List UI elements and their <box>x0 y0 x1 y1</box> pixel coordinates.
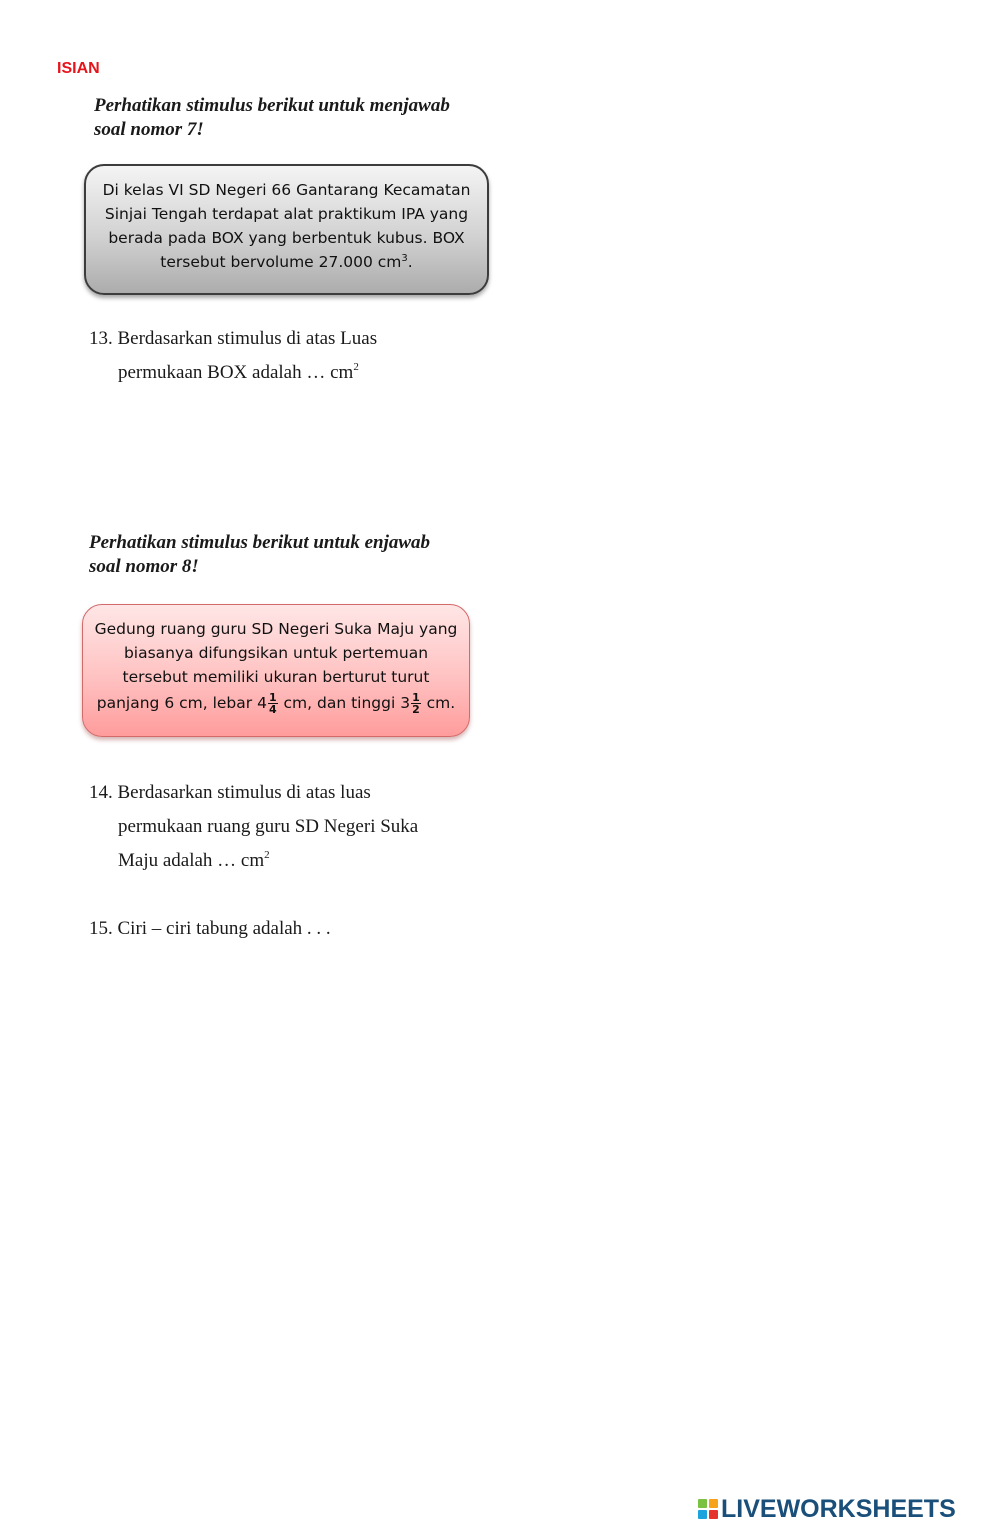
fraction-one-quarter <box>268 692 278 715</box>
stimulus-line: biasanya difungsikan untuk pertemuan <box>123 644 429 662</box>
question-14-line1: 14. Berdasarkan stimulus di atas luas <box>89 782 371 803</box>
brand-name: LIVEWORKSHEETS <box>721 1494 956 1523</box>
stimulus-intro-8 <box>89 531 430 579</box>
intro-line: soal nomor 7! <box>94 119 204 140</box>
stimulus-line-last <box>83 691 469 715</box>
square-superscript: 2 <box>264 849 270 861</box>
intro-line: Perhatikan stimulus berikut untuk enjawab <box>89 532 431 553</box>
question-13-line2 <box>89 356 377 390</box>
intro-line: soal nomor 8! <box>89 556 199 577</box>
question-14-line2: permukaan ruang guru SD Negeri Suka <box>118 816 419 837</box>
fraction-denominator: 2 <box>412 703 420 716</box>
question-14-text: Maju adalah … cm <box>118 850 265 871</box>
stimulus-line: berada pada BOX yang berbentuk kubus. BOX <box>108 229 465 247</box>
question-15 <box>89 912 331 946</box>
logo-block-blue <box>698 1510 707 1519</box>
question-13 <box>89 322 377 390</box>
cube-superscript: 3 <box>401 253 408 264</box>
stimulus-line: tersebut memiliki ukuran berturut turut <box>122 668 430 686</box>
logo-blocks-icon <box>698 1499 718 1519</box>
question-15-line1: 15. Ciri – ciri tabung adalah . . . <box>89 918 331 939</box>
fraction-denominator: 4 <box>268 703 277 716</box>
period: . <box>407 253 413 271</box>
dimension-text: panjang 6 cm, lebar 4 <box>96 694 267 712</box>
square-superscript: 2 <box>353 361 359 373</box>
question-14 <box>89 776 418 878</box>
stimulus-box-gray <box>84 164 489 295</box>
stimulus-box-red <box>82 604 470 737</box>
question-13-line1: 13. Berdasarkan stimulus di atas Luas <box>89 328 378 349</box>
stimulus-line: Sinjai Tengah terdapat alat praktikum IPA yang <box>104 205 469 223</box>
intro-line: Perhatikan stimulus berikut untuk menjawab <box>94 95 450 116</box>
fraction-numerator: 1 <box>268 691 277 704</box>
logo-block-orange <box>709 1499 718 1508</box>
logo-block-green <box>698 1499 707 1508</box>
fraction-one-half <box>411 692 421 715</box>
stimulus-line: Gedung ruang guru SD Negeri Suka Maju yang <box>94 620 458 638</box>
stimulus-intro-7 <box>94 94 450 142</box>
dimension-text: cm, dan tinggi 3 <box>278 694 411 712</box>
question-14-line3 <box>89 844 418 878</box>
liveworksheets-logo[interactable] <box>698 1494 956 1524</box>
logo-block-red <box>709 1510 718 1519</box>
section-label: ISIAN <box>57 60 100 77</box>
volume-text: tersebut bervolume 27.000 cm <box>160 253 402 271</box>
stimulus-line: Di kelas VI SD Negeri 66 Gantarang Kecamatan <box>102 181 471 199</box>
dimension-text: cm. <box>421 694 456 712</box>
stimulus-line-last <box>86 250 487 274</box>
question-13-text: permukaan BOX adalah … cm <box>118 362 354 383</box>
fraction-numerator: 1 <box>412 691 420 704</box>
